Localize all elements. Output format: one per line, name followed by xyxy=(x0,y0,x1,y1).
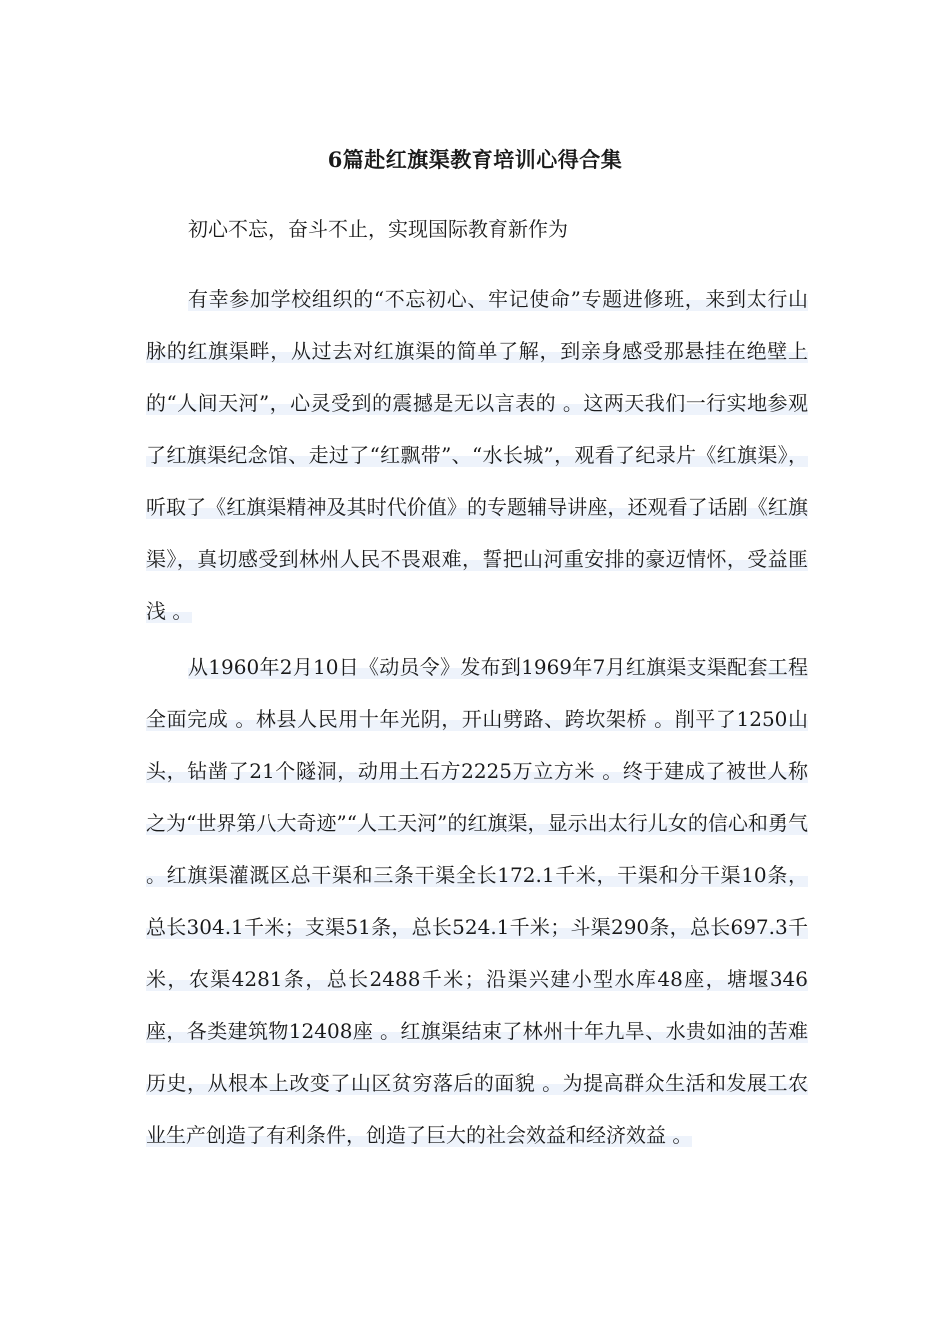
body-paragraph-1 xyxy=(146,273,808,637)
document-title: 6篇赴红旗渠教育培训心得合集 xyxy=(327,147,623,172)
document-subtitle: 初心不忘，奋斗不止，实现国际教育新作为 xyxy=(188,217,568,241)
paragraph-text: 有幸参加学校组织的“不忘初心、牢记使命”专题进修班，来到太行山脉的红旗渠畔，从过去对红旗渠的简单了解，到亲身感受那悬挂在绝壁上的“人间天河”，心灵受到的震撼是无以言表的 。这两天我们一行实地参观了红旗渠纪念馆、走过了“红飘带”、“水长城”，观看了纪录片《红旗渠》，听取了《红旗渠精神及其时代价值》的专题辅导讲座，还观看了话剧《红旗渠》，真切感受到林州人民不畏艰难，誓把山河重安排的豪迈情怀，受益匪浅 。 xyxy=(146,287,808,623)
paragraph-text: 从1960年2月10日《动员令》发布到1969年7月红旗渠支渠配套工程全面完成 。林县人民用十年光阴，开山劈路、跨坎架桥 。削平了1250山头，钻凿了21个隧洞，动用土石方2225万立方米 。终于建成了被世人称之为“世界第八大奇迹”“人工天河”的红旗渠，显示出太行儿女的信心和勇气 。红旗渠灌溉区总干渠和三条干渠全长172.1千米，干渠和分干渠10条，总长304.1千米；支渠51条，总长524.1千米；斗渠290条，总长697.3千米，农渠4281条，总长2488千米；沿渠兴建小型水库48座，塘堰346座，各类建筑物12408座 。红旗渠结束了林州十年九旱、水贵如油的苦难历史，从根本上改变了山区贫穷落后的面貌 。为提高群众生活和发展工农业生产创造了有利条件，创造了巨大的社会效益和经济效益 。 xyxy=(146,655,808,1147)
body-paragraph-2 xyxy=(146,641,808,1161)
